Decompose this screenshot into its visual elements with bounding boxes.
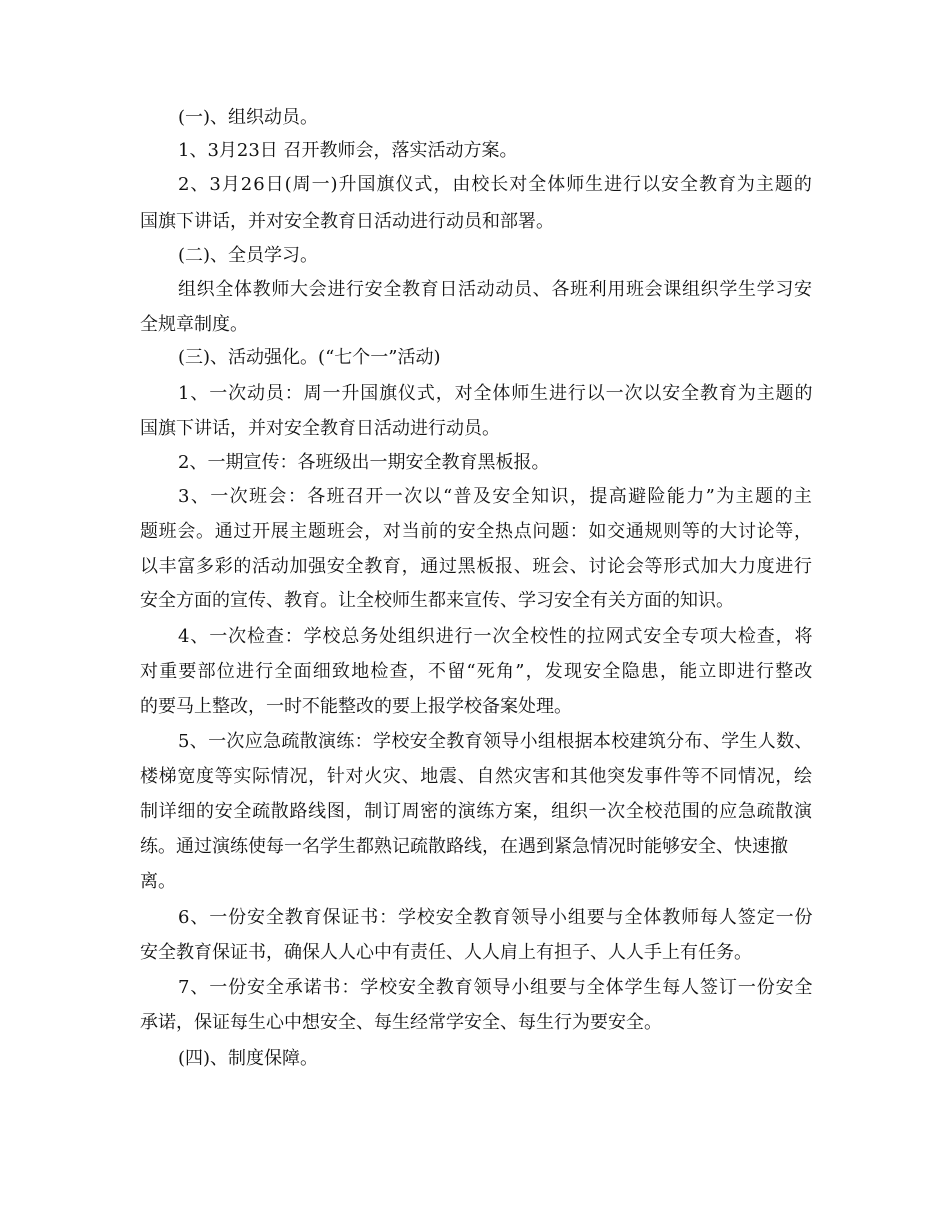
text-line: 4、一次检查：学校总务处组织进行一次全校性的拉网式安全专项大检查，将: [178, 626, 814, 647]
text-line: 2、一期宣传：各班级出一期安全教育黑板报。: [178, 452, 550, 473]
text-line: 3、一次班会：各班召开一次以“普及安全知识，提高避险能力”为主题的主: [178, 486, 814, 507]
text-line: 以丰富多彩的活动加强安全教育，通过黑板报、班会、讨论会等形式加大力度进行: [140, 556, 813, 577]
text-line: 离。: [140, 871, 176, 892]
text-line: 1、一次动员：周一升国旗仪式，对全体师生进行以一次以安全教育为主题的: [178, 383, 814, 404]
text-line: 5、一次应急疏散演练：学校安全教育领导小组根据本校建筑分布、学生人数、: [178, 731, 813, 752]
text-line: 对重要部位进行全面细致地检查，不留“死角”，发现安全隐患，能立即进行整改: [140, 661, 814, 682]
text-line: (四)、制度保障。: [178, 1048, 319, 1069]
text-line: 承诺，保证每生心中想安全、每生经常学安全、每生行为要安全。: [140, 1012, 662, 1033]
text-line: 楼梯宽度等实际情况，针对火灾、地震、自然灾害和其他突发事件等不同情况，绘: [140, 766, 813, 787]
text-line: 国旗下讲话，并对安全教育日活动进行动员。: [140, 418, 500, 439]
text-line: (三)、活动强化。(“七个一”活动): [178, 347, 441, 368]
text-line: 安全方面的宣传、教育。让全校师生都来宣传、学习安全有关方面的知识。: [140, 590, 734, 611]
text-line: (二)、全员学习。: [178, 245, 319, 266]
text-line: 的要马上整改，一时不能整改的要上报学校备案处理。: [140, 696, 572, 717]
text-line: 2、3月26日(周一)升国旗仪式，由校长对全体师生进行以安全教育为主题的: [178, 174, 813, 195]
text-line: 全规章制度。: [140, 314, 248, 335]
text-line: 7、一份安全承诺书：学校安全教育领导小组要与全体学生每人签订一份安全: [178, 977, 814, 998]
text-line: 国旗下讲话，并对安全教育日活动进行动员和部署。: [140, 211, 554, 232]
text-line: 制详细的安全疏散路线图，制订周密的演练方案，组织一次全校范围的应急疏散演: [140, 801, 813, 822]
text-line: 1、3月23日 召开教师会，落实活动方案。: [178, 140, 518, 161]
text-line: 题班会。通过开展主题班会，对当前的安全热点问题：如交通规则等的大讨论等，: [140, 521, 813, 542]
text-line: 安全教育保证书，确保人人心中有责任、人人肩上有担子、人人手上有任务。: [140, 942, 752, 963]
text-line: (一)、组织动员。: [178, 107, 319, 128]
text-line: 练。通过演练使每一名学生都熟记疏散路线，在遇到紧急情况时能够安全、快速撤: [140, 836, 788, 857]
text-line: 6、一份安全教育保证书：学校安全教育领导小组要与全体教师每人签定一份: [178, 907, 814, 928]
text-line: 组织全体教师大会进行安全教育日活动动员、各班利用班会课组织学生学习安: [178, 279, 813, 300]
